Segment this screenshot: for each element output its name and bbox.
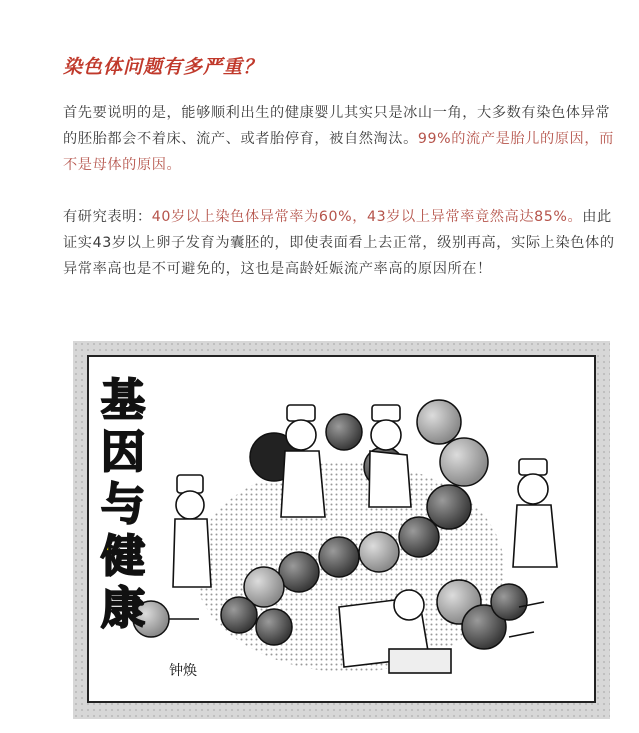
title-char-1: 基	[101, 375, 145, 426]
paragraph-research	[63, 204, 619, 282]
paragraph-intro-highlight: 99%的流产是胎儿的原因，而不是母体的原因。	[63, 131, 614, 173]
paragraph-intro-text: 首先要说明的是，能够顺利出生的健康婴儿其实只是冰山一角，大多数有染色体异常的胚胎都会不着床、流产、或者胎停育，被自然淘汰。	[63, 105, 611, 147]
paragraph-research-prefix: 有研究表明：	[63, 209, 152, 225]
section-heading: 染色体问题有多严重？	[63, 56, 264, 78]
paragraph-research-rest: 由此证实43岁以上卵子发育为囊胚的，即使表面看上去正常，级别再高，实际上染色体的异常率高也是不可避免的，这也是高龄妊娠流产率高的原因所在！	[63, 209, 615, 277]
paragraph-research-highlight: 40岁以上染色体异常率为60%，43岁以上异常率竟然高达85%。	[151, 209, 583, 225]
artist-signature: 钟焕	[169, 663, 197, 679]
cartoon-title	[101, 375, 145, 634]
title-char-3: 与	[101, 479, 145, 530]
title-char-5: 康	[101, 583, 145, 634]
paragraph-intro	[63, 100, 619, 178]
cartoon-illustration	[73, 341, 610, 719]
title-char-4: 健	[101, 531, 145, 582]
cartoon-drawing	[89, 357, 594, 701]
cartoon-panel	[87, 355, 596, 703]
title-char-2: 因	[101, 427, 145, 478]
